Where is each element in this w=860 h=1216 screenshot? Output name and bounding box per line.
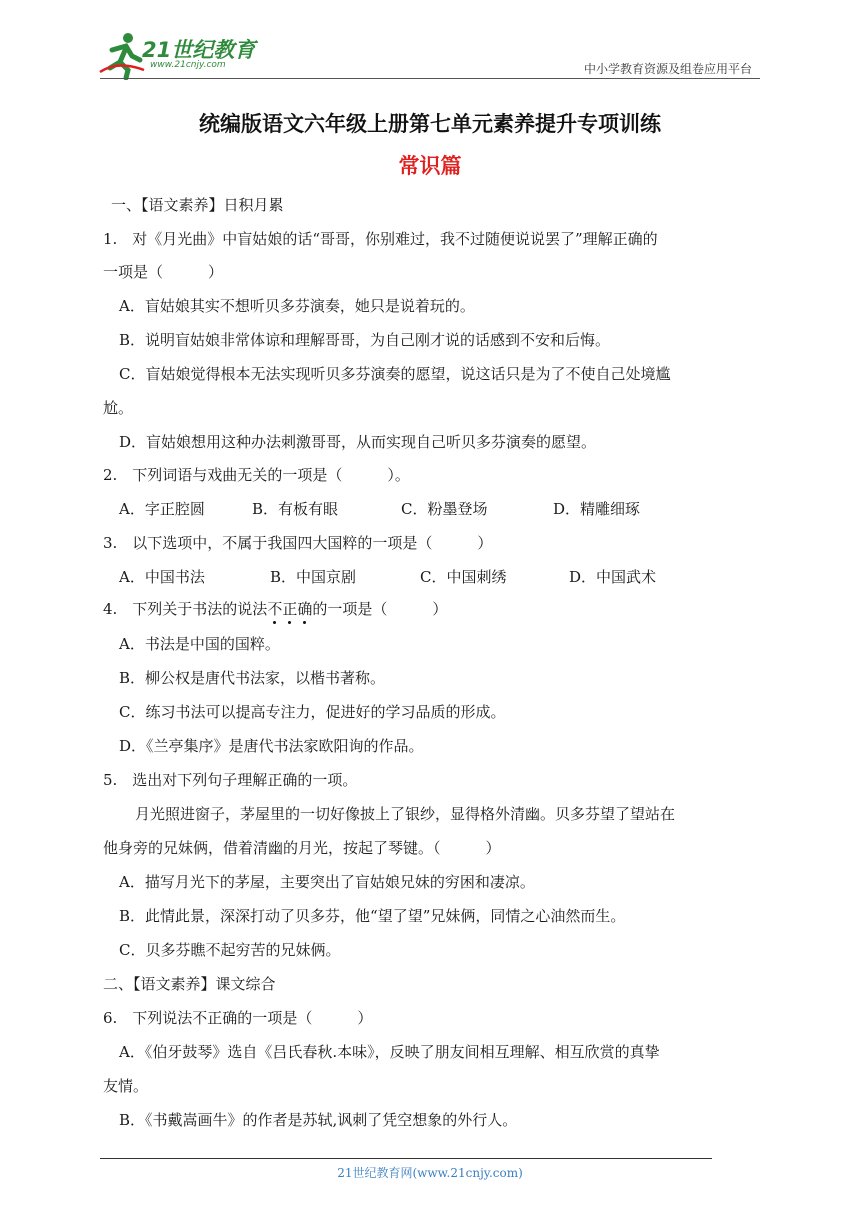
answer-option: B．说明盲姑娘非常体谅和理解哥哥，为自己刚才说的话感到不安和后悔。 <box>119 331 611 349</box>
passage-text: 月光照进窗子，茅屋里的一切好像披上了银纱，显得格外清幽。贝多芬望了望站在 <box>135 805 676 823</box>
answer-option: 友情。 <box>103 1077 149 1095</box>
answer-option: A．描写月光下的茅屋，主要突出了盲姑娘兄妹的穷困和凄凉。 <box>119 873 535 891</box>
answer-option: C．练习书法可以提高专注力，促进好的学习品质的形成。 <box>119 703 506 721</box>
header-divider <box>100 78 760 79</box>
answer-option: D．盲姑娘想用这种办法刺激哥哥，从而实现自己听贝多芬演奏的愿望。 <box>119 433 597 451</box>
question-stem <box>103 599 447 619</box>
question-stem: 3. 以下选项中，不属于我国四大国粹的一项是（ ） <box>103 534 493 552</box>
header-tagline: 中小学教育资源及组卷应用平台 <box>583 62 752 76</box>
passage-text: 他身旁的兄妹俩，借着清幽的月光，按起了琴键。（ ） <box>103 839 501 857</box>
question-stem: 1. 对《月光曲》中盲姑娘的话“哥哥，你别难过，我不过随便说说罢了”理解正确的 <box>103 230 658 248</box>
emphasis-char: 不 <box>267 600 283 618</box>
answer-option: A．中国书法 <box>119 568 205 586</box>
page-subtitle: 常识篇 <box>398 153 462 178</box>
emphasis-char: 正 <box>282 600 298 618</box>
logo-url: www.21cnjy.com <box>150 60 226 70</box>
answer-option: C．中国刺绣 <box>420 568 507 586</box>
answer-option: C．盲姑娘觉得根本无法实现听贝多芬演奏的愿望，说这话只是为了不使自己处境尴 <box>119 365 671 383</box>
question-stem: 2. 下列词语与戏曲无关的一项是（ ）。 <box>103 466 410 484</box>
answer-option: B．此情此景，深深打动了贝多芬，他“望了望”兄妹俩，同情之心油然而生。 <box>119 907 626 925</box>
site-logo[interactable] <box>98 30 278 80</box>
answer-option: B．有板有眼 <box>252 500 339 518</box>
answer-option: D．中国武术 <box>569 568 657 586</box>
answer-option: 尬。 <box>103 399 134 417</box>
stem-text: 4. 下列关于书法的说法 <box>103 600 268 618</box>
answer-option: B．柳公权是唐代书法家，以楷书著称。 <box>119 669 386 687</box>
answer-option: A．字正腔圆 <box>119 500 205 518</box>
question-stem: 一项是（ ） <box>103 263 224 281</box>
logo-text: 21世纪教育 <box>142 38 256 62</box>
answer-option: A．书法是中国的国粹。 <box>119 635 280 653</box>
answer-option: D．精雕细琢 <box>553 500 641 518</box>
answer-option: B．《书戴嵩画牛》的作者是苏轼,讽刺了凭空想象的外行人。 <box>119 1111 518 1129</box>
answer-option: A．盲姑娘其实不想听贝多芬演奏，她只是说着玩的。 <box>119 297 475 315</box>
stem-text: 的一项是（ ） <box>312 600 448 618</box>
answer-option: A．《伯牙鼓琴》选自《吕氏春秋.本味》，反映了朋友间相互理解、相互欣赏的真挚 <box>119 1043 660 1061</box>
answer-option: C．贝多芬瞧不起穷苦的兄妹俩。 <box>119 941 341 959</box>
section-heading: 二、【语文素养】课文综合 <box>103 975 276 993</box>
page-header <box>0 0 860 86</box>
footer-divider <box>100 1158 712 1159</box>
question-stem: 5. 选出对下列句子理解正确的一项。 <box>103 771 358 789</box>
runner-icon <box>98 30 146 80</box>
answer-option: C．粉墨登场 <box>401 500 488 518</box>
question-stem: 6. 下列说法不正确的一项是（ ） <box>103 1009 373 1027</box>
emphasis-char: 确 <box>297 600 313 618</box>
answer-option: B．中国京剧 <box>270 568 357 586</box>
page-title: 统编版语文六年级上册第七单元素养提升专项训练 <box>199 111 661 136</box>
section-heading: 一、【语文素养】日积月累 <box>111 196 284 214</box>
footer-link[interactable]: 21世纪教育网(www.21cnjy.com) <box>337 1166 523 1180</box>
answer-option: D．《兰亭集序》是唐代书法家欧阳询的作品。 <box>119 737 424 755</box>
